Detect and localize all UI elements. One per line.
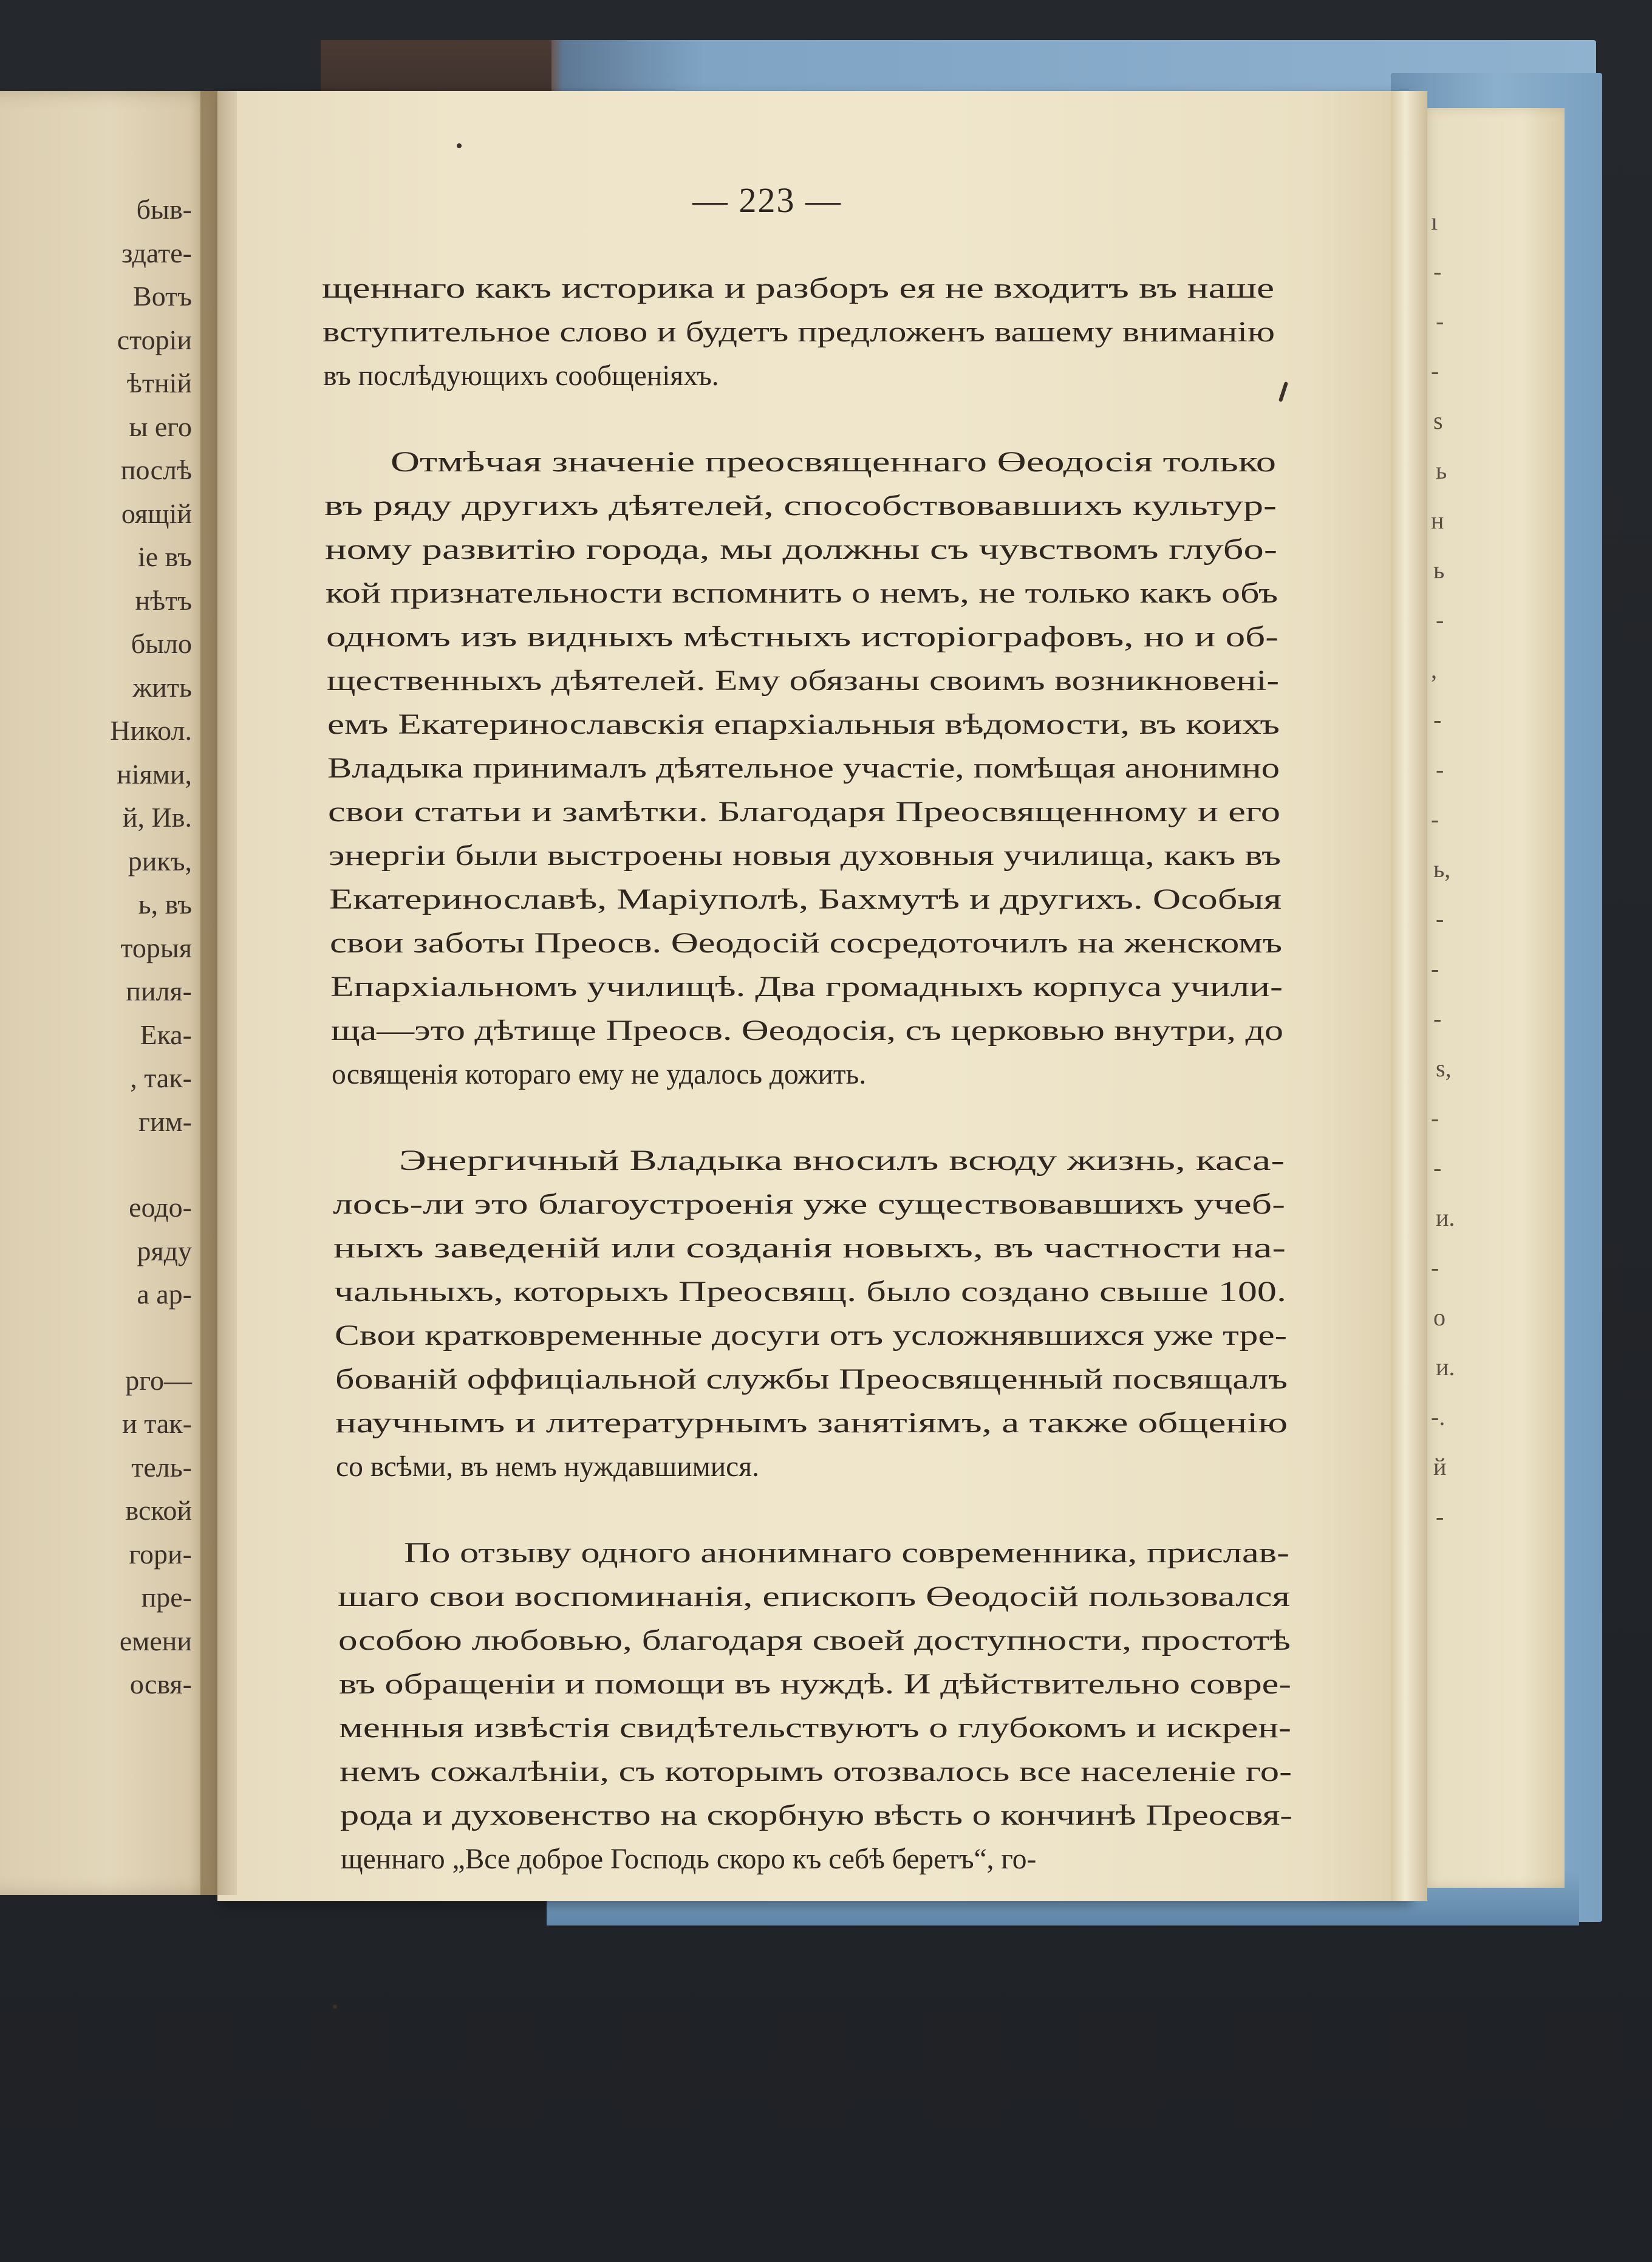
page-stack-edge [1391,91,1427,1901]
right-page-fragment: - [1431,1104,1439,1132]
text-line: въ обращеніи и помощи въ нуждѣ. И дѣйствительно совре- [339,1669,1291,1700]
left-page-fragment: послѣ [120,454,192,485]
left-page-fragment: ь, въ [138,889,192,920]
right-page-fragment: - [1436,1503,1444,1530]
right-page-fragment: - [1436,307,1444,335]
left-page-fragment: емени [119,1625,192,1656]
left-page-fragment: торыя [120,932,192,963]
text-line: въ послѣдующихъ сообщеніяхъ. [323,360,719,392]
left-page-fragment: ряду [137,1235,192,1266]
left-page-fragment: ѣтній [126,367,192,398]
text-line: одномъ изъ видныхъ мѣстныхъ исторіографовъ, но и об- [326,621,1278,653]
text-line: Владыка принималъ дѣятельное участіе, помѣщая анонимно [327,753,1280,784]
right-page-fragment: ı [1431,208,1438,235]
right-page-fragment: - [1433,1005,1442,1032]
right-page-fragment: ь [1436,457,1447,484]
left-page-fragment: Никол. [110,715,192,746]
text-line: Екатеринославѣ, Маріуполѣ, Бахмутѣ и другихъ. Особыя [329,884,1282,915]
page-number: — 223 — [692,180,842,220]
left-page-fragment: вской [125,1495,192,1526]
right-page-strip [1421,108,1565,1888]
left-page-fragment: сторіи [117,324,192,355]
right-page-fragment: - [1433,706,1442,733]
right-page-fragment: - [1433,1154,1442,1181]
left-page-fragment: было [131,628,192,659]
right-page-fragment: ь, [1433,855,1451,883]
text-line: освященія котораго ему не удалось дожить. [332,1059,867,1090]
text-line: особою любовью, благодаря своей доступности, простотѣ [338,1625,1291,1656]
right-page-fragment: о [1433,1304,1445,1331]
text-line: емъ Екатеринославскія епархіальныя вѣдомости, въ коихъ [327,709,1280,740]
left-page-fragment: жить [132,671,192,703]
right-page-fragment: - [1431,357,1439,384]
left-page-fragment: еодо- [129,1192,192,1223]
right-page-fragment: - [1436,905,1444,932]
text-line: шаго свои воспоминанія, епископъ Өеодосій пользовался [338,1581,1290,1613]
right-page-fragment: s, [1436,1054,1452,1082]
right-page-fragment: s [1433,407,1443,434]
right-page-fragment: - [1431,955,1439,982]
right-page-fragment: и. [1436,1353,1455,1381]
left-page-fragment: гори- [129,1538,192,1570]
left-page-fragment: ніями, [117,758,192,790]
text-line: ному развитію города, мы должны съ чувствомъ глубо- [325,534,1277,566]
left-page-fragment: пиля- [126,976,192,1006]
ink-speck [457,143,462,148]
text-line: научнымъ и литературнымъ занятіямъ, а также общенію [335,1407,1288,1439]
right-page-fragment: - [1431,805,1439,833]
left-page-fragment: й, Ив. [122,802,192,833]
right-page-fragment: н [1431,507,1444,534]
left-page-fragment: оящій [121,497,192,529]
left-page-fragment: гим- [138,1105,192,1137]
text-line: со всѣми, въ немъ нуждавшимися. [336,1451,759,1483]
text-line: кой признательности вспомнить о немъ, не только какъ объ [326,578,1278,609]
left-page-fragment: а ар- [137,1279,192,1310]
text-line: рода и духовенство на скорбную вѣсть о кончинѣ Преосвя- [340,1800,1292,1831]
text-line: энергіи были выстроены новыя духовныя училища, какъ въ [329,840,1281,872]
text-line: Энергичный Владыка вносилъ всюду жизнь, каса- [399,1145,1285,1177]
left-page-fragment: нѣтъ [135,584,192,616]
text-line: ща—это дѣтище Преосв. Өеодосія, съ церковью внутри, до [331,1015,1283,1047]
right-page-fragment: - [1436,756,1444,783]
text-line: менныя извѣстія свидѣтельствуютъ о глубокомъ и искрен- [339,1712,1291,1744]
text-line: Отмѣчая значеніе преосвященнаго Өеодосія только [391,446,1276,478]
right-page-fragment: й [1433,1453,1447,1480]
text-line: немъ сожалѣніи, съ которымъ отозвалось все населеніе го- [340,1756,1292,1788]
text-line: въ ряду другихъ дѣятелей, способствовавшихъ культур- [324,490,1277,522]
right-page-fragment: и. [1436,1204,1455,1231]
text-line: Свои кратковременные досуги отъ усложнявшихся уже тре- [335,1320,1287,1351]
text-line: свои статьи и замѣтки. Благодаря Преосвященному и его [328,796,1280,828]
left-page-fragment: рго— [125,1364,192,1396]
text-line: щеннаго какъ историка и разборъ ея не входитъ въ наше [322,273,1274,304]
right-page-fragment: -. [1431,1403,1445,1430]
page-gutter-shadow [200,91,237,1895]
left-page-fragment: Ека- [140,1019,192,1050]
left-page-fragment: быв- [136,194,192,225]
right-page-fragment: - [1431,1254,1439,1281]
left-page-fragment: пре- [141,1582,192,1613]
left-page-fragment: ie въ [137,541,192,572]
left-page-fragment: тель- [131,1451,192,1483]
left-facing-page [0,91,219,1895]
text-line: ныхъ заведеній или созданія новыхъ, въ частности на- [333,1232,1286,1264]
left-page-fragment: здате- [121,237,192,268]
ink-speck [333,2004,337,2009]
text-line: чальныхъ, которыхъ Преосвящ. было создано свыше 100. [334,1276,1286,1308]
right-page-fragment: ь [1433,556,1445,584]
text-line: вступительное слово и будетъ предложенъ вашему вниманію [323,316,1275,348]
left-page-fragment: и так- [122,1408,192,1439]
text-line: По отзыву одного анонимнаго современника, прислав- [404,1537,1289,1569]
left-page-fragment: Вотъ [133,281,192,312]
left-page-fragment: ы его [129,411,192,442]
right-page-fragment: - [1436,606,1444,634]
text-line: лось-ли это благоустроенія уже существовавшихъ учеб- [333,1189,1285,1220]
text-line: свои заботы Преосв. Өеодосій сосредоточилъ на женскомъ [330,928,1282,959]
text-line: щеннаго „Все доброе Господь скоро къ себѣ беретъ“, го- [341,1843,1037,1875]
text-line: Епархіальномъ училищѣ. Два громадныхъ корпуса учили- [330,971,1283,1003]
right-page-fragment: , [1431,656,1437,683]
text-line: бованій оффиціальной службы Преосвященный посвящалъ [335,1364,1288,1395]
text-line: щественныхъ дѣятелей. Ему обязаны своимъ возникновені- [327,665,1279,697]
left-page-fragment: , так- [130,1062,192,1093]
left-page-fragment: рикъ, [128,845,192,876]
right-page-fragment: - [1433,258,1442,285]
left-page-fragment: освя- [129,1669,192,1700]
